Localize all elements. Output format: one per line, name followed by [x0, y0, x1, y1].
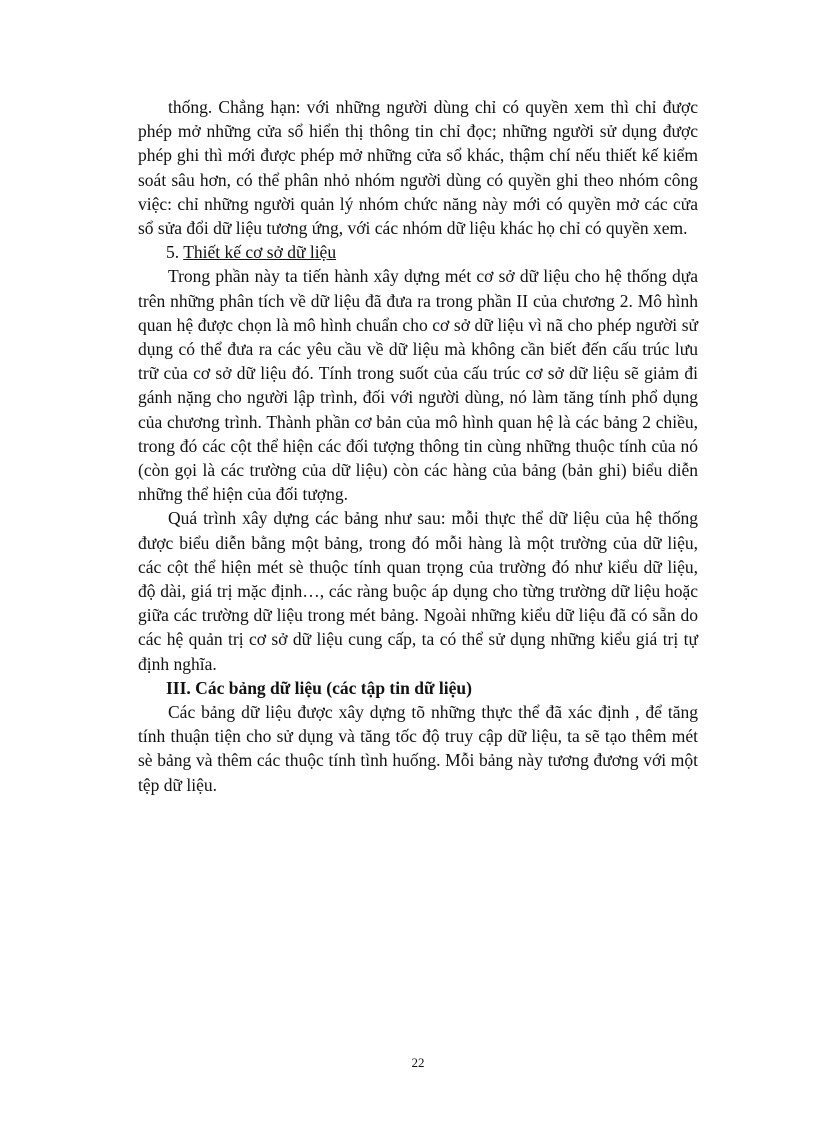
subsection-heading: [138, 240, 698, 264]
body-text: [138, 95, 698, 797]
subsection-number: 5.: [166, 242, 180, 263]
subsection-title: Thiết kế cơ sở dữ liệu: [183, 242, 337, 263]
document-page: [138, 0, 698, 1123]
paragraph-table-construction: Quá trình xây dựng các bảng như sau: mỗi thực thể dữ liệu của hệ thống được biểu diễn bằng một bảng, trong đó mỗi hàng là một trường của dữ liệu, các cột thể hiện mét sè thuộc tính quan trọng của trường đó như kiểu dữ liệu, độ dài, giá trị mặc định…, các ràng buộc áp dụng cho từng trường dữ liệu hoặc giữa các trường dữ liệu trong mét bảng. Ngoài những kiểu dữ liệu đã có sẵn do các hệ quản trị cơ sở dữ liệu cung cấp, ta có thể sử dụng những kiểu giá trị tự định nghĩa.: [138, 508, 698, 674]
page-number: 22: [411, 1055, 425, 1070]
paragraph-relational-model: Trong phần này ta tiến hành xây dựng mét cơ sở dữ liệu cho hệ thống dựa trên những phân tích về dữ liệu đã đưa ra trong phần II của chương 2. Mô hình quan hệ được chọn là mô hình chuẩn cho cơ sở dữ liệu vì nã cho phép người sử dụng có thể đưa ra các yêu cầu về dữ liệu mà không cần biết đến cấu trúc lưu trữ của cơ sở dữ liệu đó. Tính trong suốt của cấu trúc cơ sở dữ liệu sẽ giảm đi gánh nặng cho người lập trình, đối với người dùng, nó làm tăng tính phổ dụng của chương trình. Thành phần cơ bản của mô hình quan hệ là các bảng 2 chiều, trong đó các cột thể hiện các đối tượng thông tin cùng những thuộc tính của nó (còn gọi là các trường của dữ liệu) còn các hàng của bảng (bản ghi) biểu diễn những thể hiện của đối tượng.: [138, 266, 698, 505]
section-heading: III. Các bảng dữ liệu (các tập tin dữ liệu): [166, 677, 472, 698]
paragraph-continuation: thống. Chẳng hạn: với những người dùng chỉ có quyền xem thì chỉ được phép mở những cửa sổ hiển thị thông tin chỉ đọc; những người sử dụng được phép ghi thì mới được phép mở những cửa sổ khác, thậm chí nếu thiết kế kiểm soát sâu hơn, có thể phân nhỏ nhóm người dùng có quyền ghi theo nhóm công việc: chỉ những người quản lý nhóm chức năng này mới có quyền mở các cửa sổ sửa đổi dữ liệu tương ứng, với các nhóm dữ liệu khác họ chỉ có quyền xem.: [138, 97, 698, 239]
paragraph-data-tables: Các bảng dữ liệu được xây dựng tõ những thực thể đã xác định , để tăng tính thuận tiện cho sử dụng và tăng tốc độ truy cập dữ liệu, ta sẽ tạo thêm mét sè bảng và thêm các thuộc tính tình huống. Mỗi bảng này tương đương với một tệp dữ liệu.: [138, 702, 698, 795]
